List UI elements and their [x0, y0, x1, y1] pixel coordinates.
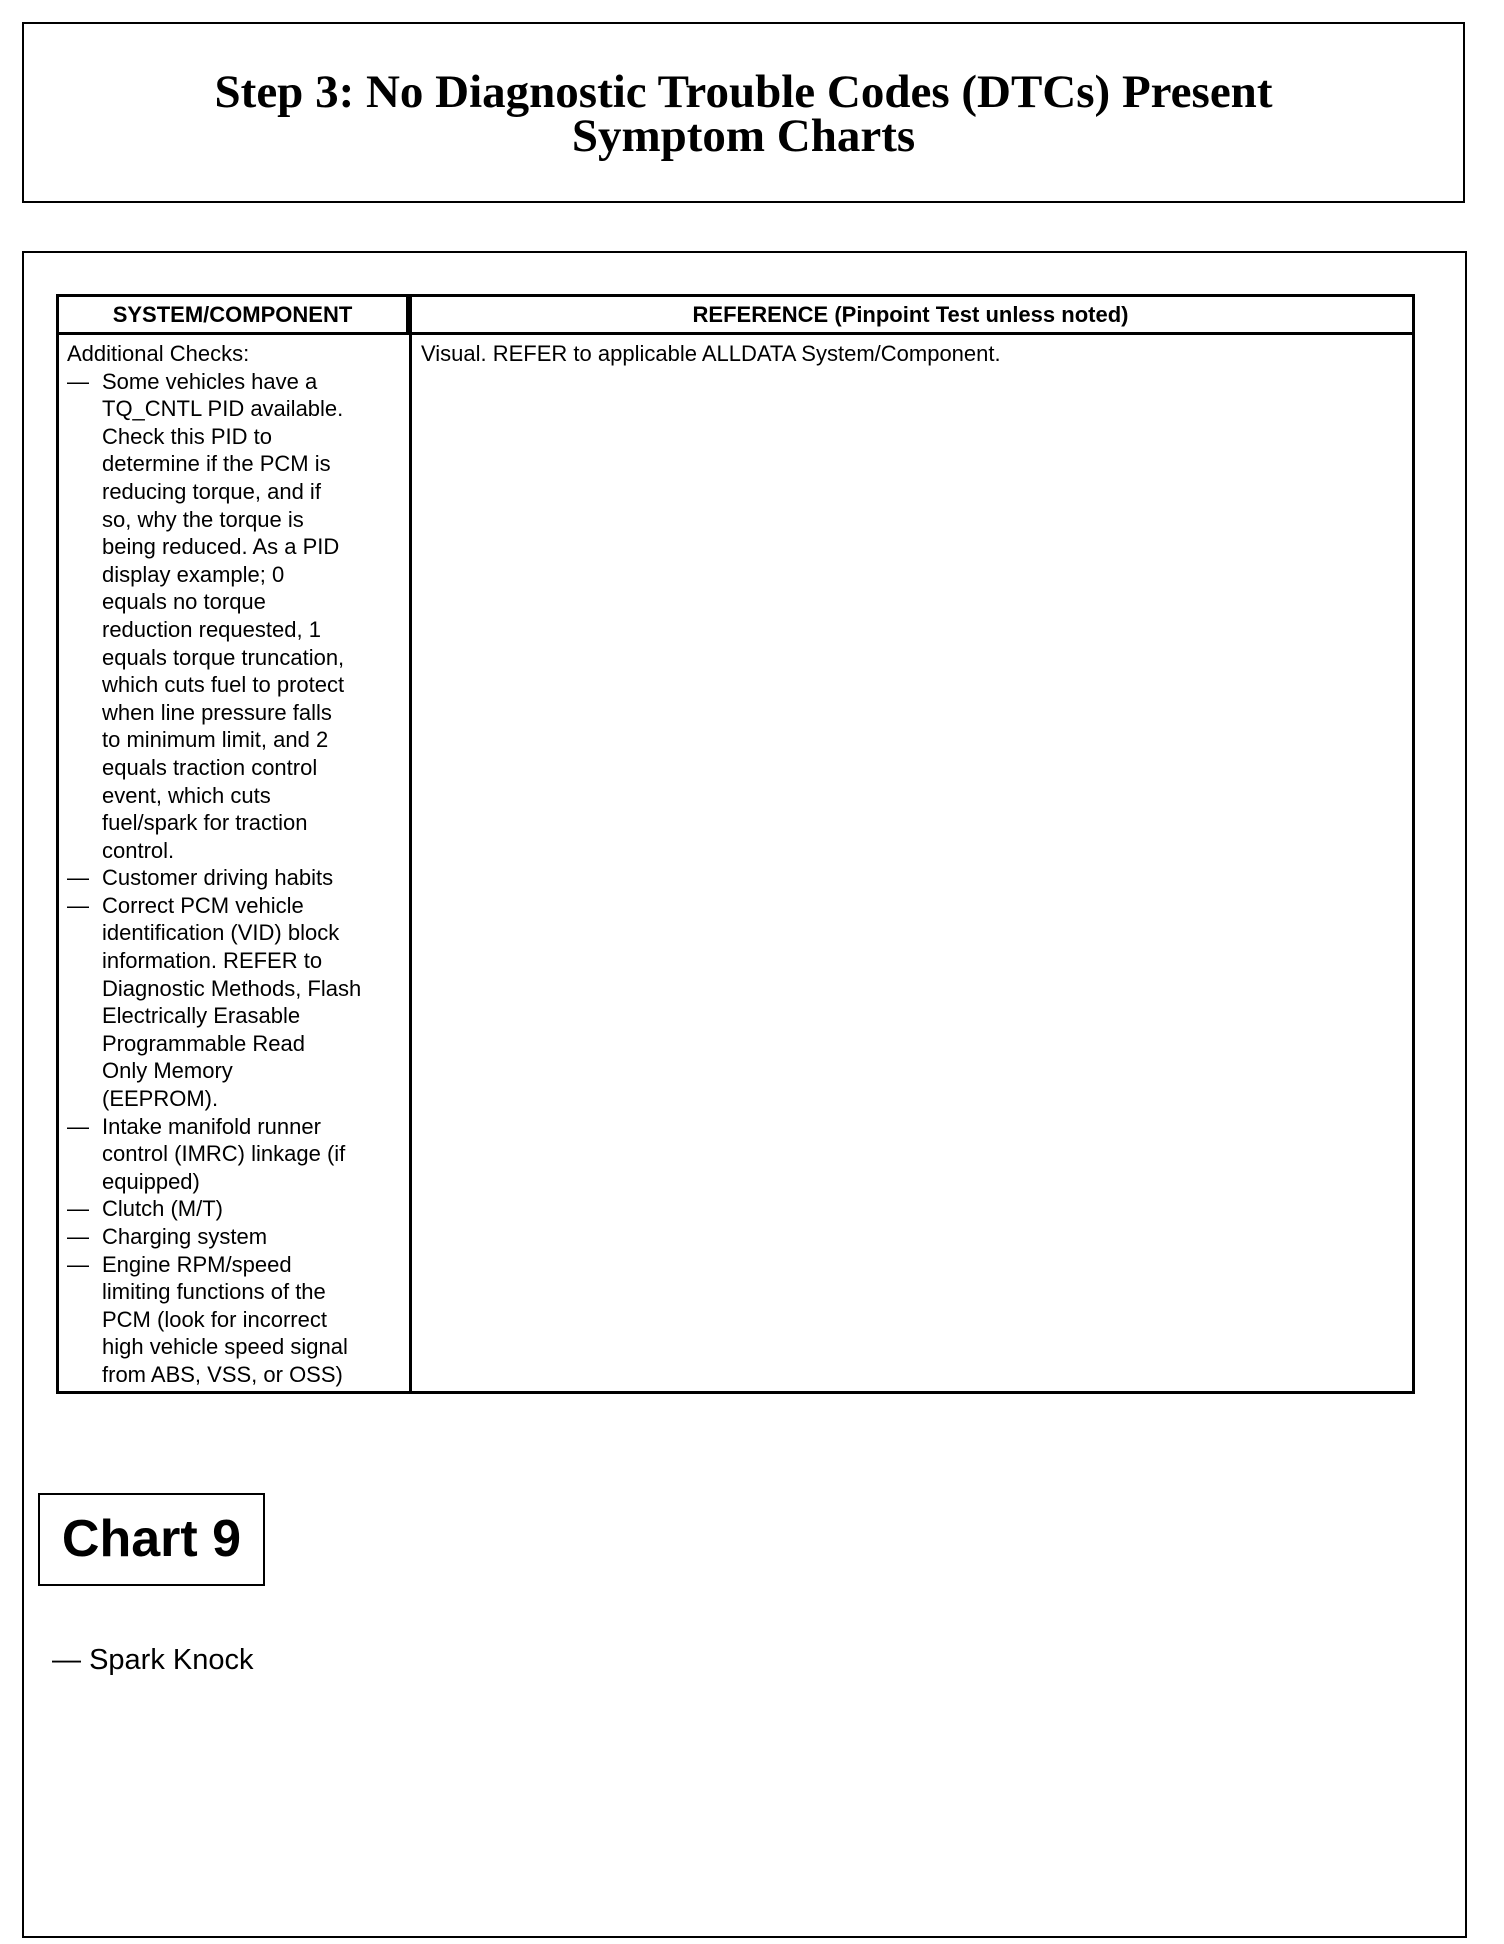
dash-bullet: — [52, 1644, 81, 1676]
check-item-text: Engine RPM/speed limiting functions of the PCM (look for incorrect high vehicle speed signal from ABS, VSS, or OSS) [102, 1251, 348, 1387]
check-item-rpm-speed-limiting [67, 1251, 407, 1389]
column-header-system-component: SYSTEM/COMPONENT [59, 297, 409, 335]
page-subtitle: Symptom Charts [571, 110, 916, 162]
symptom-list-item [52, 1643, 253, 1677]
check-item-text: Intake manifold runner control (IMRC) linkage (if equipped) [102, 1113, 346, 1194]
check-item-text: Clutch (M/T) [102, 1196, 223, 1222]
reference-cell: Visual. REFER to applicable ALLDATA System/Component. [421, 341, 1001, 366]
column-divider [409, 297, 412, 1391]
check-item-driving-habits [67, 864, 407, 892]
dash-bullet: — [67, 368, 89, 394]
chart-9-heading: Chart 9 [61, 1510, 242, 1568]
system-component-cell [67, 340, 407, 1389]
check-item-charging-system [67, 1223, 407, 1251]
dash-bullet: — [67, 892, 89, 918]
dash-bullet: — [67, 1251, 89, 1277]
chart-9-heading-box [38, 1493, 265, 1586]
dash-bullet: — [67, 1196, 89, 1222]
check-item-text: Charging system [102, 1224, 268, 1249]
check-item-text: Customer driving habits [102, 865, 334, 891]
additional-checks-heading: Additional Checks: [67, 341, 250, 366]
symptom-spark-knock: Spark Knock [89, 1644, 254, 1676]
check-item-vid-block [67, 892, 407, 1113]
check-item-tq-cntl [67, 368, 407, 865]
dash-bullet: — [67, 865, 89, 891]
check-item-text: Correct PCM vehicle identification (VID) block information. REFER to Diagnostic Methods, Flash Electrically Erasable Programmable Read Only Memory (EEPROM). [102, 892, 362, 1112]
page-title-box [22, 22, 1465, 203]
column-header-reference: REFERENCE (Pinpoint Test unless noted) [409, 297, 1412, 335]
check-item-imrc-linkage [67, 1113, 407, 1196]
page-title: Step 3: No Diagnostic Trouble Codes (DTCs) Present [214, 66, 1273, 118]
symptom-chart-table [56, 294, 1415, 1394]
check-item-clutch [67, 1195, 407, 1223]
dash-bullet: — [67, 1224, 89, 1249]
check-item-text: Some vehicles have a TQ_CNTL PID available. Check this PID to determine if the PCM is reducing torque, and if so, why the torque is being reduced. As a PID display example; 0 equals no torque reduction requested, 1 equals torque truncation, which cuts fuel to protect when line pressure falls to minimum limit, and 2 equals traction control event, which cuts fuel/spark for traction control. [102, 368, 345, 863]
dash-bullet: — [67, 1113, 89, 1139]
